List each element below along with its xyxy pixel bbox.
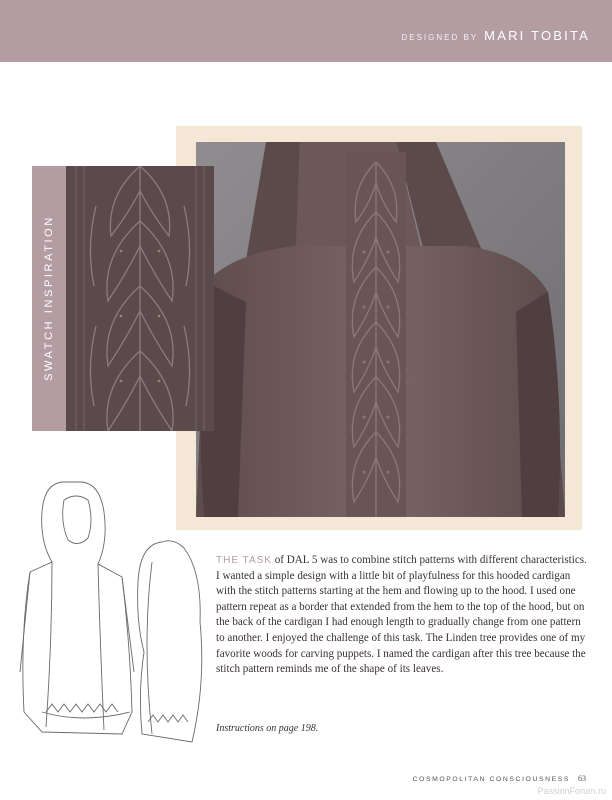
cardigan-back-photo: [196, 142, 565, 517]
page-footer: [413, 768, 586, 786]
watermark: PassionForum.ru: [537, 786, 606, 796]
footer-section-title: COSMOPOLITAN CONSCIOUSNESS: [412, 776, 570, 783]
designer-prefix: DESIGNED BY: [401, 33, 479, 42]
designer-name: MARI TOBITA: [484, 28, 590, 43]
cardigan-back-illustration: [196, 142, 565, 517]
swatch-photo: [66, 166, 214, 431]
task-label: THE TASK: [216, 555, 272, 566]
cardigan-sketch: [12, 472, 212, 752]
page-number: 63: [578, 774, 586, 783]
body-paragraph: [216, 553, 590, 678]
cardigan-line-drawing: [12, 472, 212, 752]
swatch-inspiration-label: SWATCH INSPIRATION: [43, 215, 55, 381]
instructions-reference: Instructions on page 198.: [216, 723, 319, 734]
swatch-knit-illustration: [66, 166, 214, 431]
designer-credit: [401, 27, 590, 45]
body-text: of DAL 5 was to combine stitch patterns with different characteristics. I wanted a simple design with a little bit of playfulness for this hooded cardigan with the stitch patterns starting at the hem and flowing up to the hood. I used one pattern repeat as a border that extended from the hem to the top of the hood, but on the back of the cardigan I had enough length to gradually change from one pattern to another. I enjoyed the challenge of this task. The Linden tree provides one of my favorite woods for carving puppets. I named the cardigan after this tree because the stitch pattern reminds me of the shape of its leaves.: [216, 554, 587, 676]
